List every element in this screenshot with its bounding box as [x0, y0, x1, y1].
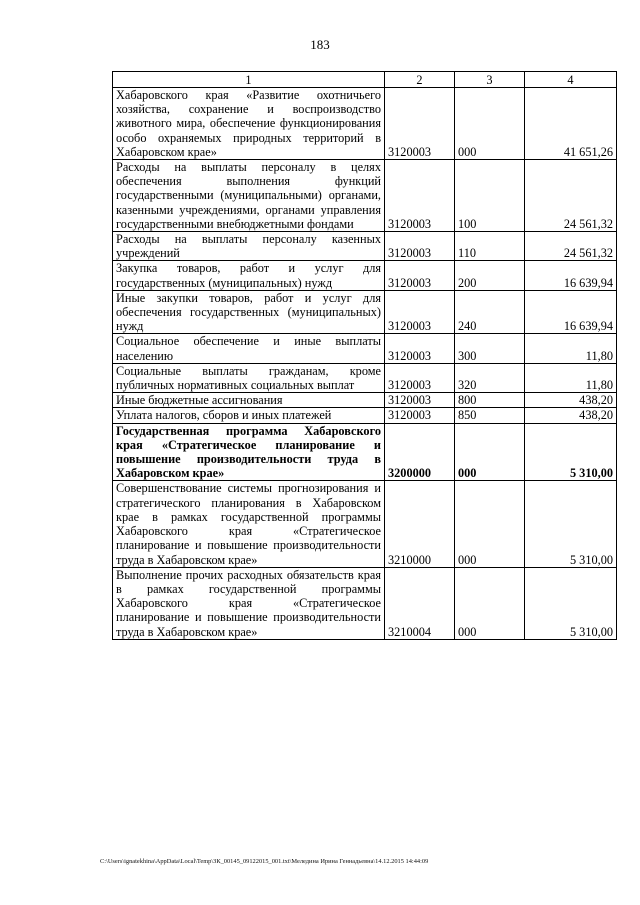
table-row	[113, 408, 617, 423]
row-name-cell: Уплата налогов, сборов и иных платежей	[113, 408, 385, 423]
row-code-cell: 3120003	[385, 88, 455, 160]
header-col-1: 1	[113, 72, 385, 88]
row-type-cell: 110	[455, 232, 525, 261]
row-amount-cell: 16 639,94	[525, 290, 617, 334]
row-amount-cell: 11,80	[525, 363, 617, 392]
table-row	[113, 567, 617, 639]
row-code-cell: 3120003	[385, 393, 455, 408]
row-type-cell: 000	[455, 423, 525, 481]
row-name-cell: Социальные выплаты гражданам, кроме публичных нормативных социальных выплат	[113, 363, 385, 392]
table-row	[113, 88, 617, 160]
row-code-cell: 3210004	[385, 567, 455, 639]
row-code-cell: 3120003	[385, 334, 455, 363]
budget-table	[112, 71, 617, 640]
row-name-cell: Иные закупки товаров, работ и услуг для обеспечения государственных (муниципальных) нужд	[113, 290, 385, 334]
header-row	[113, 72, 617, 88]
row-amount-cell: 41 651,26	[525, 88, 617, 160]
row-code-cell: 3120003	[385, 232, 455, 261]
row-amount-cell: 5 310,00	[525, 481, 617, 567]
row-type-cell: 100	[455, 160, 525, 232]
row-code-cell: 3200000	[385, 423, 455, 481]
row-type-cell: 000	[455, 567, 525, 639]
row-name-cell: Расходы на выплаты персоналу казенных учреждений	[113, 232, 385, 261]
table-body	[113, 88, 617, 640]
page-number: 183	[310, 37, 330, 52]
table-row	[113, 481, 617, 567]
row-amount-cell: 438,20	[525, 408, 617, 423]
row-type-cell: 800	[455, 393, 525, 408]
row-type-cell: 000	[455, 481, 525, 567]
row-amount-cell: 16 639,94	[525, 261, 617, 290]
row-amount-cell: 24 561,32	[525, 232, 617, 261]
table-row	[113, 363, 617, 392]
row-code-cell: 3120003	[385, 290, 455, 334]
table-row	[113, 423, 617, 481]
row-name-cell: Социальное обеспечение и иные выплаты населению	[113, 334, 385, 363]
header-col-4: 4	[525, 72, 617, 88]
header-col-3: 3	[455, 72, 525, 88]
row-code-cell: 3210000	[385, 481, 455, 567]
row-name-cell: Хабаровского края «Развитие охотничьего хозяйства, сохранение и воспроизводство животного мира, обеспечение функционирования особо охраняемых природных территорий в Хабаровском крае»	[113, 88, 385, 160]
row-amount-cell: 438,20	[525, 393, 617, 408]
table-row	[113, 160, 617, 232]
table-row	[113, 290, 617, 334]
header-col-2: 2	[385, 72, 455, 88]
file-path-footer: C:\Users\ignatekhina\AppData\Local\Temp\ЗК_00145_09122015_001.txt\Меледина Ирина Геннадьевна\14.12.2015 14:44:09	[100, 858, 429, 865]
row-name-cell: Закупка товаров, работ и услуг для государственных (муниципальных) нужд	[113, 261, 385, 290]
row-name-cell: Выполнение прочих расходных обязательств края в рамках государственной программы Хабаровского края «Стратегическое планирование и повышение производительности труда в Хабаровском крае»	[113, 567, 385, 639]
row-code-cell: 3120003	[385, 363, 455, 392]
row-name-cell: Совершенствование системы прогнозирования и стратегического планирования в Хабаровском крае в рамках государственной программы Хабаровского края «Стратегическое планирование и повышение производительности труда в Хабаровском крае»	[113, 481, 385, 567]
table-header	[113, 72, 617, 88]
row-amount-cell: 5 310,00	[525, 567, 617, 639]
row-name-cell: Иные бюджетные ассигнования	[113, 393, 385, 408]
table-row	[113, 261, 617, 290]
row-code-cell: 3120003	[385, 408, 455, 423]
row-type-cell: 000	[455, 88, 525, 160]
row-name-cell: Расходы на выплаты персоналу в целях обеспечения выполнения функций государственными (муниципальными) органами, казенными учреждениями, органами управления государственными внебюджетными фондами	[113, 160, 385, 232]
row-amount-cell: 24 561,32	[525, 160, 617, 232]
table-row	[113, 232, 617, 261]
row-amount-cell: 11,80	[525, 334, 617, 363]
row-amount-cell: 5 310,00	[525, 423, 617, 481]
row-type-cell: 320	[455, 363, 525, 392]
table-row	[113, 393, 617, 408]
row-name-cell: Государственная программа Хабаровского края «Стратегическое планирование и повышение производительности труда в Хабаровском крае»	[113, 423, 385, 481]
row-code-cell: 3120003	[385, 261, 455, 290]
row-type-cell: 200	[455, 261, 525, 290]
table-row	[113, 334, 617, 363]
row-code-cell: 3120003	[385, 160, 455, 232]
row-type-cell: 300	[455, 334, 525, 363]
row-type-cell: 240	[455, 290, 525, 334]
row-type-cell: 850	[455, 408, 525, 423]
